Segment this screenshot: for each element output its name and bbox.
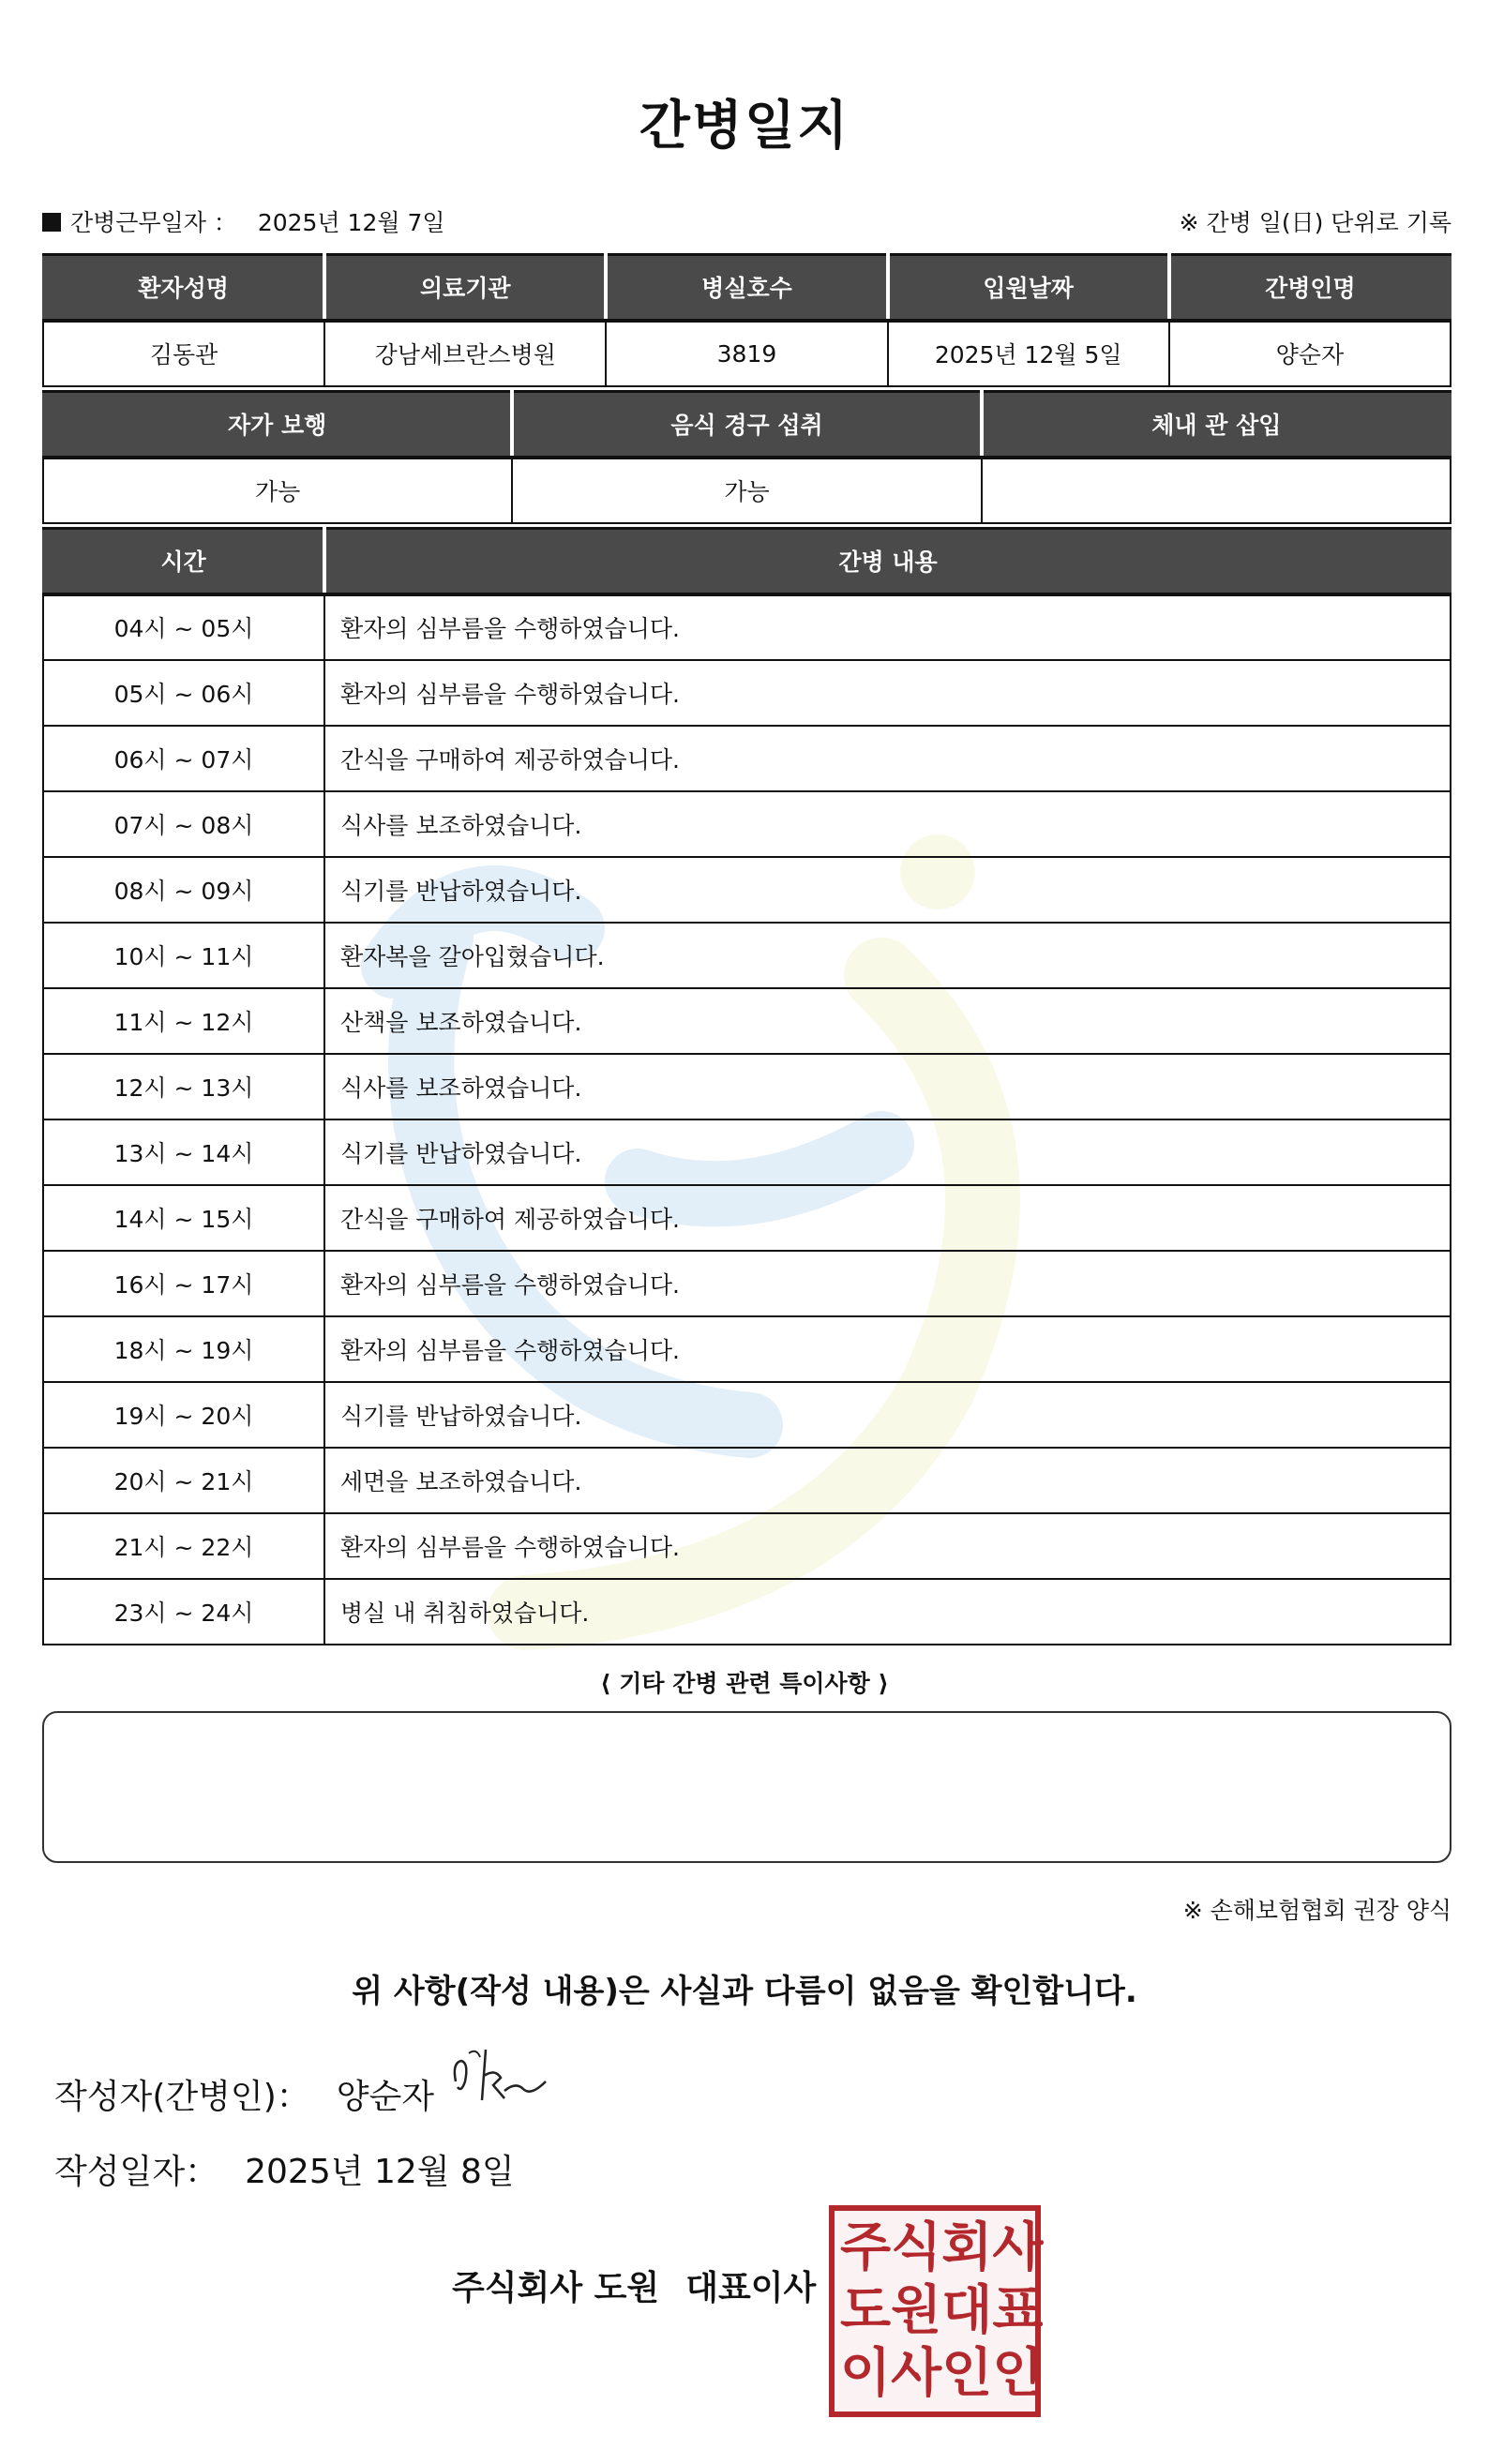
writer-name: 양순자 <box>336 2078 435 2116</box>
header-cell: 입원날짜 <box>888 255 1169 321</box>
table-row <box>43 988 1451 1054</box>
notes-title: ⟨ 기타 간병 관련 특이사항 ⟩ <box>600 1670 889 1697</box>
table-row <box>43 726 1451 791</box>
table-header-row <box>43 529 1451 594</box>
company-seal-stamp <box>829 2205 1044 2417</box>
header-cell: 간병인명 <box>1169 255 1451 321</box>
header-cell: 체내 관 삽입 <box>982 392 1451 458</box>
header-cell: 병실호수 <box>606 255 887 321</box>
care-content-cell: 환자의 심부름을 수행하였습니다. <box>324 1513 1451 1579</box>
table-row <box>43 458 1451 523</box>
care-content-cell: 환자의 심부름을 수행하였습니다. <box>324 594 1451 660</box>
care-content-cell: 식사를 보조하였습니다. <box>324 791 1451 857</box>
walking-status: 가능 <box>43 458 512 523</box>
meta-row <box>42 204 1451 242</box>
time-cell: 05시 ~ 06시 <box>43 660 324 726</box>
table-header-row <box>43 392 1451 458</box>
care-content-cell: 간식을 구매하여 제공하였습니다. <box>324 726 1451 791</box>
caregiver-name: 양순자 <box>1169 321 1451 386</box>
time-cell: 08시 ~ 09시 <box>43 857 324 923</box>
care-content-cell: 식기를 반납하였습니다. <box>324 1119 1451 1185</box>
table-row <box>43 923 1451 988</box>
table-row <box>43 1316 1451 1382</box>
unit-note: ※ 간병 일(日) 단위로 기록 <box>1179 209 1451 236</box>
seal-char: 인 <box>941 2343 993 2405</box>
admission-date: 2025년 12월 5일 <box>888 321 1169 386</box>
writer-row <box>54 2070 434 2118</box>
time-cell: 21시 ~ 22시 <box>43 1513 324 1579</box>
form-note: ※ 손해보험협회 권장 양식 <box>1182 1897 1451 1924</box>
care-content-cell: 환자의 심부름을 수행하였습니다. <box>324 1316 1451 1382</box>
patient-info-table <box>42 253 1451 387</box>
care-content-cell: 간식을 구매하여 제공하였습니다. <box>324 1185 1451 1251</box>
time-cell: 10시 ~ 11시 <box>43 923 324 988</box>
seal-char: 원 <box>891 2279 942 2341</box>
care-content-cell: 식기를 반납하였습니다. <box>324 857 1451 923</box>
patient-status-table <box>42 390 1451 524</box>
hospital-name: 강남세브란스병원 <box>324 321 606 386</box>
care-content-cell: 환자복을 갈아입혔습니다. <box>324 923 1451 988</box>
patient-name: 김동관 <box>43 321 324 386</box>
table-row <box>43 791 1451 857</box>
seal-char: 도 <box>840 2279 892 2341</box>
seal-char: 주 <box>840 2216 892 2278</box>
company-role: 대표이사 <box>685 2269 817 2307</box>
written-date-row <box>54 2145 515 2193</box>
work-date <box>42 204 445 238</box>
care-log-body <box>43 594 1451 1645</box>
time-cell: 19시 ~ 20시 <box>43 1382 324 1448</box>
table-row <box>43 1448 1451 1513</box>
seal-char: 사 <box>891 2343 942 2405</box>
time-cell: 04시 ~ 05시 <box>43 594 324 660</box>
header-cell: 음식 경구 섭취 <box>512 392 981 458</box>
company-name: 주식회사 도원 <box>452 2269 660 2307</box>
care-content-cell: 환자의 심부름을 수행하였습니다. <box>324 660 1451 726</box>
seal-char: 사 <box>992 2216 1044 2278</box>
tube-insertion-status <box>982 458 1451 523</box>
company-signature-line <box>452 2261 816 2309</box>
seal-char: 회 <box>941 2216 993 2278</box>
seal-char: 이 <box>840 2343 892 2405</box>
confirmation-statement: 위 사항(작성 내용)은 사실과 다름이 없음을 확인합니다. <box>352 1973 1137 2010</box>
notes-box <box>42 1711 1451 1863</box>
table-row <box>43 857 1451 923</box>
time-cell: 20시 ~ 21시 <box>43 1448 324 1513</box>
table-row <box>43 1382 1451 1448</box>
care-log-table <box>42 527 1451 1645</box>
writer-label: 작성자(간병인)： <box>54 2078 310 2116</box>
table-header-row <box>43 255 1451 321</box>
header-cell: 의료기관 <box>324 255 606 321</box>
room-number: 3819 <box>606 321 887 386</box>
header-cell: 간병 내용 <box>324 529 1451 594</box>
time-cell: 13시 ~ 14시 <box>43 1119 324 1185</box>
care-content-cell: 산책을 보조하였습니다. <box>324 988 1451 1054</box>
time-cell: 07시 ~ 08시 <box>43 791 324 857</box>
time-cell: 18시 ~ 19시 <box>43 1316 324 1382</box>
time-cell: 06시 ~ 07시 <box>43 726 324 791</box>
written-date-label: 작성일자： <box>54 2153 219 2191</box>
seal-char: 표 <box>992 2279 1044 2341</box>
work-date-label: 간병근무일자 ： <box>70 209 237 236</box>
square-bullet-icon <box>42 213 61 232</box>
seal-char: 대 <box>941 2279 993 2341</box>
page-title: 간병일지 <box>639 96 850 157</box>
table-row <box>43 1251 1451 1316</box>
care-content-cell: 식사를 보조하였습니다. <box>324 1054 1451 1119</box>
time-cell: 11시 ~ 12시 <box>43 988 324 1054</box>
care-content-cell: 환자의 심부름을 수행하였습니다. <box>324 1251 1451 1316</box>
oral-intake-status: 가능 <box>512 458 981 523</box>
table-row <box>43 1185 1451 1251</box>
time-cell: 12시 ~ 13시 <box>43 1054 324 1119</box>
table-row <box>43 1579 1451 1645</box>
header-cell: 시간 <box>43 529 324 594</box>
care-content-cell: 병실 내 취침하였습니다. <box>324 1579 1451 1645</box>
table-row <box>43 321 1451 386</box>
table-row <box>43 1054 1451 1119</box>
written-date: 2025년 12월 8일 <box>245 2153 515 2191</box>
header-cell: 환자성명 <box>43 255 324 321</box>
seal-char: 인 <box>992 2343 1044 2405</box>
table-row <box>43 660 1451 726</box>
header-cell: 자가 보행 <box>43 392 512 458</box>
time-cell: 23시 ~ 24시 <box>43 1579 324 1645</box>
table-row <box>43 1119 1451 1185</box>
signature-image <box>448 2044 551 2119</box>
seal-char: 식 <box>891 2216 942 2278</box>
time-cell: 16시 ~ 17시 <box>43 1251 324 1316</box>
care-content-cell: 식기를 반납하였습니다. <box>324 1382 1451 1448</box>
table-row <box>43 1513 1451 1579</box>
care-content-cell: 세면을 보조하였습니다. <box>324 1448 1451 1513</box>
time-cell: 14시 ~ 15시 <box>43 1185 324 1251</box>
table-row <box>43 594 1451 660</box>
work-date-value: 2025년 12월 7일 <box>257 209 445 236</box>
